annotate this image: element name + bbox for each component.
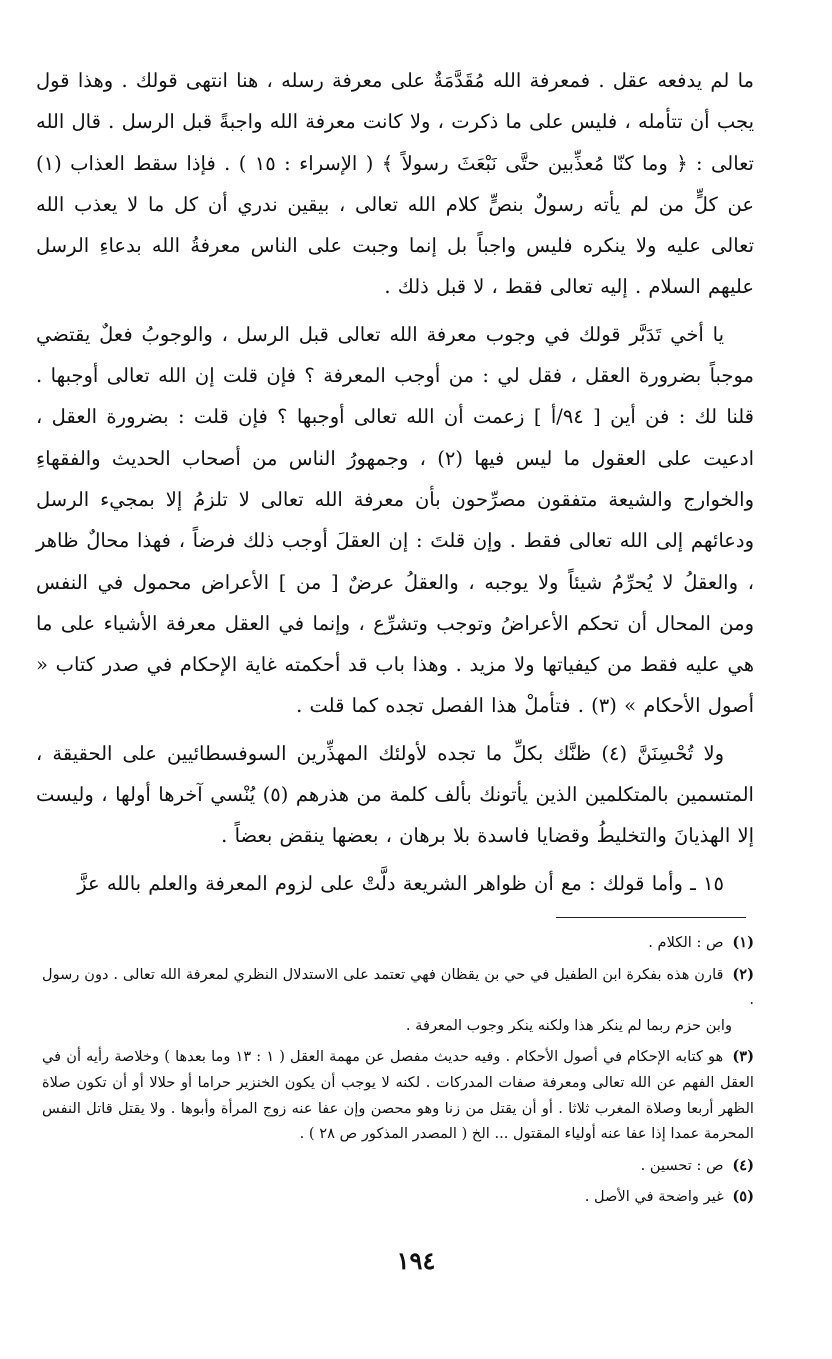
footnote-item	[42, 1153, 754, 1179]
footnote-number: (٢)	[732, 965, 754, 983]
footnotes-section	[42, 930, 754, 1210]
footnote-text: هو كتابه الإحكام في أصول الأحكام . وفيه حديث مفصل عن مهمة العقل ( ١ : ١٣ وما بعدها ) وخلاصة رأيه أن في العقل الفهم عن الله تعالى ومعرفة صفات المدركات . لكنه لا يوجب أن يكون الخنزير حراما أو حلالا أو أن تكون صلاة الظهر أربعا وصلاة المغرب ثلاثا . أو أن يقتل من زنا وهو محصن وإن عفا عنه زوج المرأة وأبوها . ولا يقتل قاتل النفس المحرمة عمدا إذا عفا عنه أولياء المقتول ... الخ ( المصدر المذكور ص ٢٨ ) .	[42, 1048, 754, 1143]
footnote-text: ص : تحسين .	[640, 1156, 724, 1174]
footnote-number: (٣)	[732, 1048, 755, 1066]
page-number: ١٩٤	[396, 1246, 436, 1275]
footnote-text: ص : الكلام .	[648, 934, 724, 951]
paragraph: ولا تُحْسِنَنَّ (٤) ظنَّك بكلِّ ما تجده لأولئك المهذِّرين السوفسطائيين على الحقيقة ، المتسمين بالمتكلمين الذين يأتونك بألف كلمة من هذرهم (٥) يُنْسي آخرها أولها ، وليست إلا الهذيانَ والتخليطُ وقضايا فاسدة بلا برهان ، بعضها ينقض بعضاً .	[36, 741, 754, 848]
footnote-item	[42, 1044, 754, 1146]
footnote-item	[42, 962, 754, 1039]
footnote-number: (٥)	[732, 1188, 754, 1206]
footnote-number: (٤)	[732, 1156, 754, 1174]
footnote-continuation: وابن حزم ربما لم ينكر هذا ولكنه ينكر وجوب المعرفة .	[405, 1016, 732, 1034]
footnote-text: قارن هذه بفكرة ابن الطفيل في حي بن يقظان فهي تعتمد على الاستدلال النظري لمعرفة الله تعالى . دون رسول .	[42, 965, 754, 1009]
paragraph: ما لم يدفعه عقل . فمعرفة الله مُقَدَّمَةٌ على معرفة رسله ، هنا انتهى قولك . وهذا قول يجب أن تتأمله ، فليس على ما ذكرت ، ولا كانت معرفة الله واجبةً قبل الرسل . قال الله تعالى : ﴿ وما كنّا مُعذِّبين حتَّى نَبْعَثَ رسولاً ﴾ ( الإسراء : ١٥ ) . فإذا سقط العذاب (١) عن كلٍّ من لم يأته رسولٌ بنصٍّ كلام الله تعالى ، بيقين ندري أن كل ما لا يعذب الله تعالى عليه ولا ينكره فليس واجباً بل إنما وجبت على الناس معرفةُ الله بدعاءِ الرسل عليهم السلام . إليه تعالى فقط ، لا قبل ذلك .	[36, 69, 754, 299]
footnote-divider	[556, 917, 746, 918]
footnote-number: (١)	[732, 934, 754, 951]
paragraph: يا أخي تَدَبَّر قولك في وجوب معرفة الله تعالى قبل الرسل ، والوجوبُ فعلٌ يقتضي موجباً بضرورة العقل ، فقل لي : من أوجب المعرفة ؟ فإن قلت إن الله تعالى أوجبها . قلنا لك : فن أين [ ٩٤/أ ] زعمت أن الله تعالى أوجبها ؟ فإن قلت : بضرورة العقل ، ادعيت على العقول ما ليس فيها (٢) ، وجمهورُ الناس من أصحاب الحديث والفقهاءِ والخوارج والشيعة متفقون مصرِّحون بأن معرفة الله تعالى لا تلزمُ إلا بمجيء الرسل ودعائهم إلى الله تعالى فقط . وإن قلتَ : إن العقلَ أوجب ذلك فرضاً ، فهذا محالٌ ظاهر ، والعقلُ لا يُحرِّمُ شيئاً ولا يوجبه ، والعقلُ عرضٌ [ من ] الأعراض محمول في النفس ومن المحال أن تحكم الأعراضُ وتوجب وتشرِّع ، وإنما في العقل معرفة الأشياء على ما هي عليه فقط من كيفياتها ولا مزيد . وهذا باب قد أحكمته غاية الإحكام في صدر كتاب « أصول الأحكام » (٣) . فتأملْ هذا الفصل تجده كما قلت .	[36, 322, 754, 718]
paragraph: ١٥ ـ وأما قولك : مع أن ظواهر الشريعة دلَّتْ على لزوم المعرفة والعلم بالله عزَّ	[77, 871, 724, 895]
main-text-body	[36, 60, 754, 904]
footnote-item	[42, 930, 754, 956]
footnote-item	[42, 1184, 754, 1210]
footnote-text: غير واضحة في الأصل .	[584, 1188, 724, 1206]
